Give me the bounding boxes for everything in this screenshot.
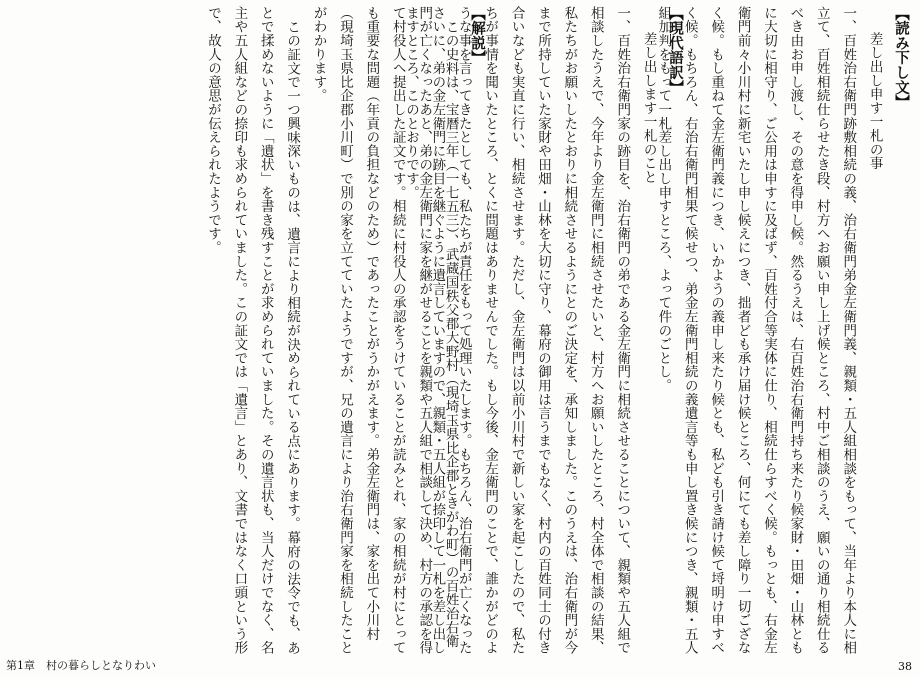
commentary-paragraph-1: この史料は、宝暦三年（一七五三）、武蔵国秩父郡大野村（現埼玉県比企郡ときがわ町）の百姓治右衛門が亡くなったあと、弟の金左衛門に家を継がせることを親類や五人組で相談して決め、村方の承認を得て村役人へ提出した証文です。相続に村役人の承認をうけていることが読みとれ、家の相続が村にとっても重要な問題（年貢の負担などのため）であったことがうかがえます。弟金左衛門は、家を出て小川村（現埼玉県比企郡小川町）で別の家を立てていたようですが、兄の遺言により治右衛門家を相続したことがわかります。 (310, 6, 459, 655)
reading-title: 差し出し申す一札の事 (866, 32, 883, 170)
modern-heading: 【現代語訳】 (667, 6, 683, 95)
footer-chapter-title: 第1章 村の暮らしとなりわい (6, 659, 156, 672)
commentary-paragraph-2: この証文で一つ興味深いものは、遺言により相続が決められている点にあります。幕府の法令でも、あとで揉めないように「遺状」を書き残すことが求められていました。その遺言状も、当人だけでなく、名主や五人組などの捺印も求められていました。この証文では「遺言」とあり、文書ではなく口頭という形で、故人の意思が伝えられたようです。 (204, 6, 301, 655)
reading-body: 一、百姓治右衛門跡敷相続の義、治右衛門弟金左衛門義、親類・五人組相談をもって、当年より本人に相立て、百姓相続仕らせたき段、村方へお願い申し上げ候ところ、村中ご相談のうえ、願いの通り相続仕るべき由お申し渡し、その意を得申し候。然るうえは、右百姓治右衛門持ち来たり候家財・田畑・山林ともに大切に相守り、ご公用は申すに及ばず、百姓付合等実体に仕り、相続仕らすべく候。もっとも、右金左衛門前々小川村に新宅いたし申し候えにつき、拙者ども承け届け候ところ、何にても差し障り一切ござなく候。もし重ねて金左衛門義につき、いかようの義申し来たり候とも、私ども引き請け候て埒明け申すべく候。もちろん、右治右衛門相果て候せつ、弟金左衛門相続の義遺言等も申し置き候につき、親類・五人組加判をもって一札差し出し申すところ、よって件のごとし。 (655, 6, 857, 655)
commentary-section (2, 0, 490, 656)
modern-title: 差し出します一札のこと (640, 32, 657, 184)
commentary-heading: 【解説】 (469, 6, 485, 66)
page-number: 38 (898, 660, 912, 673)
modern-body: 一、百姓治右衛門家の跡目を、治右衛門の弟である金左衛門に相続させることについて、親類や五人組で相談したうえで、今年より金左衛門に相続させたいと、村方へお願いしたところ、村全体で相談の結果、私たちがお願いしたとおりに相続させるようにとのご決定を、承知しました。このうえは、治右衛門が今まで所持していた家財や田畑・山林を大切に守り、幕府の御用は言うまでもなく、村内の百姓同士の付き合いなども実直に行い、相続させます。ただし、金左衛門は以前小川村で新しい家を起こしたので、私たちが事情を聞いたところ、とくに問題はありませんでした。もし今後、金左衛門のことで、誰かがどのような事を言ってきたとしても、私たちが責任をもって処理いたします。もちろん、治右衛門が亡くなったさいに、弟の金左衛門に跡目を継ぐように遺言していますので、親類・五人組が捺印して一札を差し出しますところ、このとおりです。 (402, 6, 631, 655)
reading-heading: 【読み下し文】 (893, 6, 909, 110)
